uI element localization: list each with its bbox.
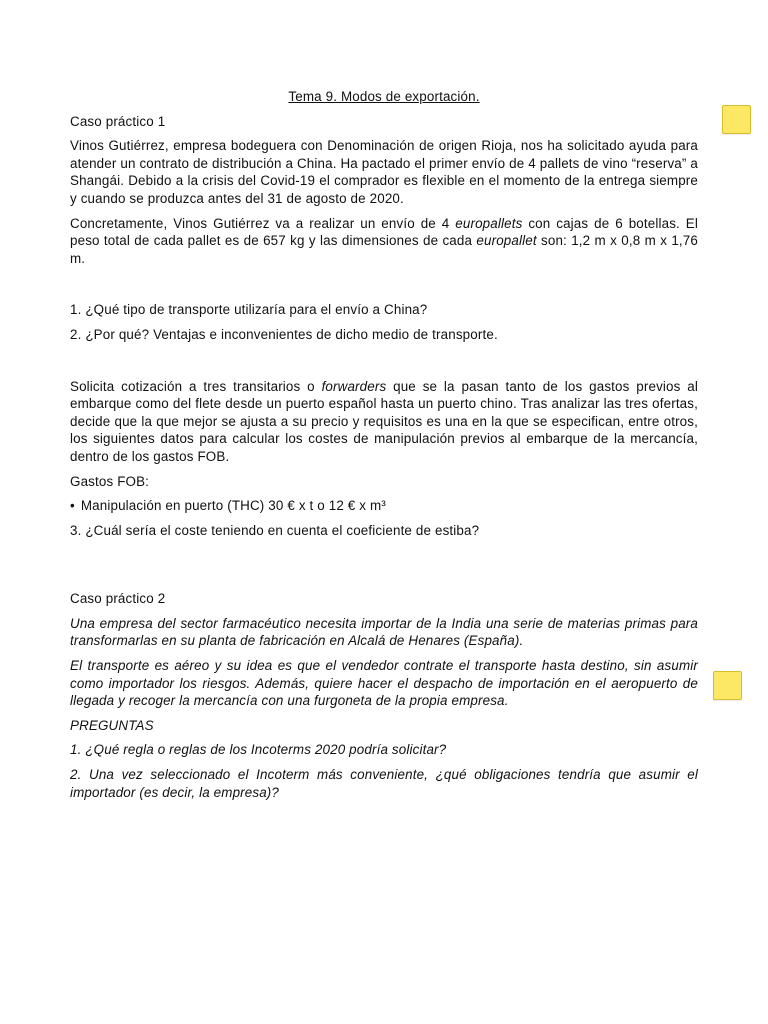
case2-paragraph-2: El transporte es aéreo y su idea es que el vendedor contrate el transporte hasta destino, sin asumir como importador los riesgos. Además, quiere hacer el despacho de importación en el aeropuerto de llegada y recoger la mercancía con una furgoneta de la propia empresa. <box>70 658 698 709</box>
text-run: con cajas de 6 botellas. El peso total de cada pallet es de 657 kg y las dimensiones de cada <box>70 215 699 249</box>
text-run-italic: forwarders <box>321 378 387 394</box>
case1-paragraph-3 <box>70 378 698 466</box>
case1-heading: Caso práctico 1 <box>70 113 166 129</box>
case2-paragraph-1: Una empresa del sector farmacéutico necesita importar de la India una serie de materias primas para transformarlas en su planta de fabricación en Alcalá de Henares (España). <box>70 615 698 649</box>
case2-preguntas: PREGUNTAS <box>70 717 154 733</box>
text-run-italic: europallet <box>476 233 537 249</box>
case1-question-3: 3. ¿Cuál sería el coste teniendo en cuenta el coeficiente de estiba? <box>70 522 480 538</box>
document-body <box>70 88 698 808</box>
text-run-italic: europallets <box>455 215 523 231</box>
text-run: Solicita cotización a tres transitarios o <box>70 378 322 394</box>
case1-question-1: 1. ¿Qué tipo de transporte utilizaría para el envío a China? <box>70 302 428 318</box>
case1-paragraph-2 <box>70 215 698 268</box>
bullet-text: Manipulación en puerto (THC) 30 € x t o 12 € x m³ <box>80 498 386 514</box>
fob-label: Gastos FOB: <box>70 473 150 489</box>
sticky-note-icon[interactable] <box>713 671 742 700</box>
document-title: Tema 9. Modos de exportación. <box>288 89 480 104</box>
case2-heading: Caso práctico 2 <box>70 591 166 607</box>
text-run: que se la pasan tanto de los gastos previos al embarque como del flete desde un puerto español hasta un puerto chino. Tras analizar las tres ofertas, decide que la que mejor se ajusta a su precio y requisitos es una en la que se especifican, entre otros, los siguientes datos para calcular los costes de manipulación previos al embarque de la mercancía, dentro de los gastos FOB. <box>70 378 698 464</box>
case2-question-2: 2. Una vez seleccionado el Incoterm más conveniente, ¿qué obligaciones tendría que asumir el importador (es decir, la empresa)? <box>70 767 698 800</box>
case2-question-1: 1. ¿Qué regla o reglas de los Incoterms 2020 podría solicitar? <box>70 742 447 758</box>
bullet-marker: • <box>70 498 75 514</box>
bullet-item <box>70 497 698 515</box>
case1-question-2: 2. ¿Por qué? Ventajas e inconvenientes de dicho medio de transporte. <box>70 326 498 342</box>
text-run: Concretamente, Vinos Gutiérrez va a realizar un envío de 4 <box>70 215 456 231</box>
text-run: son: 1,2 m x 0,8 m x 1,76 m. <box>70 233 699 266</box>
case1-paragraph-1: Vinos Gutiérrez, empresa bodeguera con Denominación de origen Rioja, nos ha solicitado ayuda para atender un contrato de distribución a China. Ha pactado el primer envío de 4 pallets de vino “reserva” a Shangái. Debido a la crisis del Covid-19 el comprador es flexible en el momento de la entrega siempre y cuando se produzca antes del 31 de agosto de 2020. <box>70 138 698 206</box>
sticky-note-icon[interactable] <box>722 105 751 134</box>
